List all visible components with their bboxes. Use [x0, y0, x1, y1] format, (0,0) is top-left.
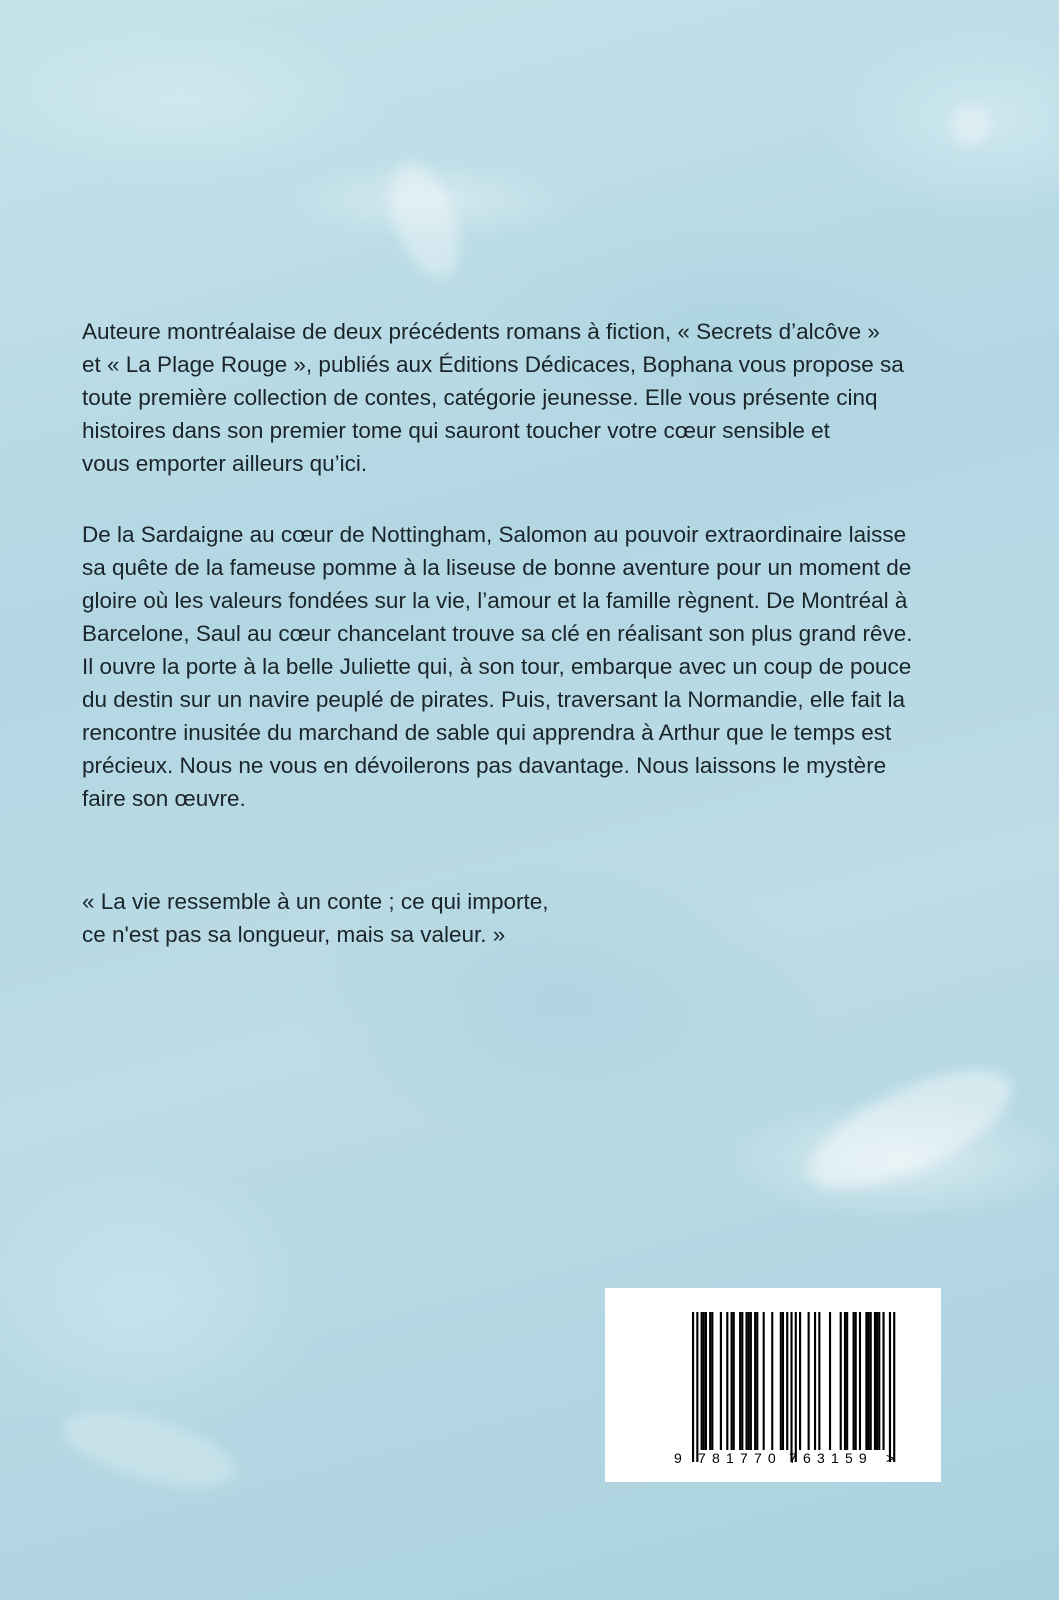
barcode-bar [846, 1312, 848, 1450]
barcode-bar [705, 1312, 707, 1450]
synopsis-paragraph [82, 518, 962, 815]
background-texture [376, 153, 473, 286]
barcode-bar [763, 1312, 765, 1450]
barcode-bar [786, 1312, 788, 1450]
synopsis-paragraph-text: De la Sardaigne au cœur de Nottingham, Salomon au pouvoir extraordinaire laisse sa quête de la fameuse pomme à la liseuse de bonne aventure pour un moment de gloire où les valeurs fondées sur la vie, l’amour et la famille règnent. De Montréal à Barcelone, Saul au cœur chancelant trouve sa clé en réalisant son plus grand rêve. Il ouvre la porte à la belle Juliette qui, à son tour, embarque avec un coup de pouce du destin sur un navire peuplé de pirates. Puis, traversant la Normandie, elle fait la rencontre inusitée du marchand de sable qui apprendra à Arthur que le temps est précieux. Nous ne vous en dévoilerons pas davantage. Nous laissons le mystère faire son œuvre. [82, 522, 913, 811]
barcode-bar [855, 1312, 857, 1450]
barcode-bar [799, 1312, 801, 1450]
barcode-bar [703, 1312, 705, 1450]
barcode-bar [780, 1312, 782, 1450]
barcode-bar [731, 1312, 733, 1450]
barcode-bar [756, 1312, 758, 1450]
barcode-bar [840, 1312, 842, 1450]
barcode-bar [771, 1312, 773, 1450]
background-texture [793, 1047, 1026, 1212]
barcode-guard-bar [692, 1312, 694, 1462]
barcode-bar [733, 1312, 735, 1450]
barcode-bar [859, 1312, 861, 1450]
barcode-guard-bar [795, 1312, 797, 1462]
barcode-bar [844, 1312, 846, 1450]
barcode-bar [876, 1312, 878, 1450]
background-texture [950, 105, 990, 145]
barcode-bar [709, 1312, 711, 1450]
barcode-guard-bar [790, 1312, 792, 1462]
isbn-end-marker: > [886, 1450, 895, 1466]
quote-block [82, 885, 962, 951]
barcode-bar [878, 1312, 880, 1450]
barcode-bar [741, 1312, 743, 1450]
barcode-bar [750, 1312, 752, 1450]
quote-text: « La vie ressemble à un conte ; ce qui importe, ce n'est pas sa longueur, mais sa valeur. » [82, 889, 549, 947]
barcode-bar [726, 1312, 728, 1450]
barcode-bar [808, 1312, 810, 1450]
barcode-bar [853, 1312, 855, 1450]
barcode-bar [782, 1312, 784, 1450]
isbn-lead-digit: 9 [674, 1450, 682, 1466]
background-texture [55, 1398, 244, 1503]
isbn-right-group: 763159 [789, 1450, 873, 1466]
barcode-guard-bar [889, 1312, 891, 1462]
barcode-bar [711, 1312, 713, 1450]
barcode-bar [720, 1312, 722, 1450]
barcode-bar [882, 1312, 884, 1450]
barcode-bar [701, 1312, 703, 1450]
barcode-guard-bar [893, 1312, 895, 1462]
barcode-bar [748, 1312, 750, 1450]
isbn-left-group: 781770 [698, 1450, 782, 1466]
barcode-bar [874, 1312, 876, 1450]
barcode-guard-bar [696, 1312, 698, 1462]
barcode-bar [870, 1312, 872, 1450]
barcode-bar [739, 1312, 741, 1450]
barcode-bar [814, 1312, 816, 1450]
barcode-bar [867, 1312, 869, 1450]
author-paragraph [82, 315, 962, 480]
barcode-bar [746, 1312, 748, 1450]
barcode-bar [754, 1312, 756, 1450]
author-paragraph-text: Auteure montréalaise de deux précédents romans à fiction, « Secrets d’alcôve » et « La Plage Rouge », publiés aux Éditions Dédicaces, Bophana vous propose sa toute première collection de contes, catégorie jeunesse. Elle vous présente cinq histoires dans son premier tome qui sauront toucher votre cœur sensible et vous emporter ailleurs qu’ici. [82, 319, 904, 476]
barcode-bar [829, 1312, 831, 1450]
barcode-bar [818, 1312, 820, 1450]
barcode-bar [865, 1312, 867, 1450]
